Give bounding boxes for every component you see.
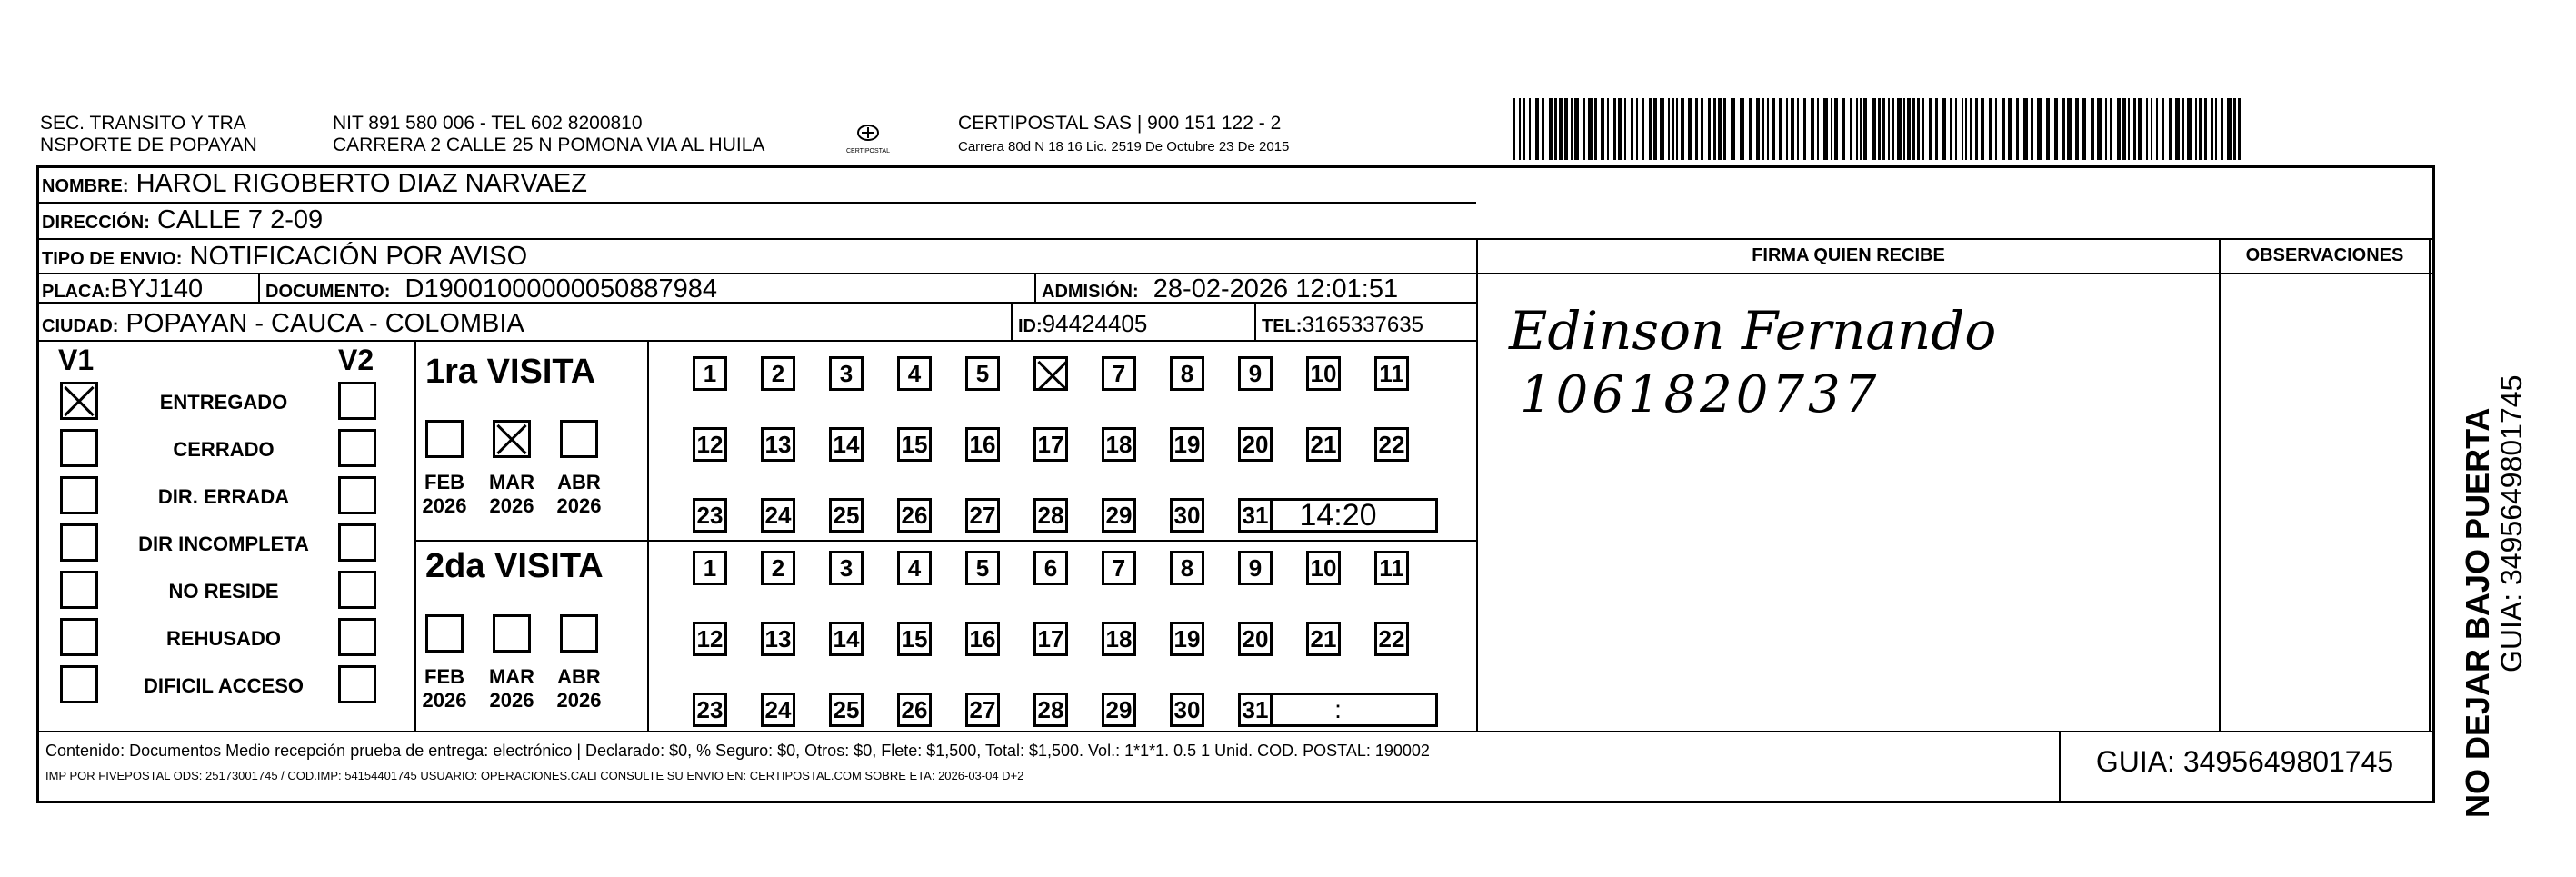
- barcode-bar: [1942, 98, 1946, 160]
- barcode-bar: [2128, 98, 2130, 160]
- second-visit-day-4[interactable]: 4: [897, 551, 932, 585]
- first-visit-year-label: 2026: [489, 494, 534, 517]
- status-label-cerrado: CERRADO: [173, 438, 275, 461]
- v1-label: V1: [58, 344, 95, 376]
- barcode: [1513, 98, 2249, 162]
- first-visit-day-4[interactable]: 4: [897, 356, 932, 391]
- barcode-bar: [1922, 98, 1924, 160]
- nombre-value: HAROL RIGOBERTO DIAZ NARVAEZ: [135, 169, 587, 198]
- barcode-bar: [1929, 98, 1932, 160]
- first-visit-day-3[interactable]: 3: [829, 356, 864, 391]
- barcode-bar: [1660, 98, 1664, 160]
- v2-checkbox-rehusado[interactable]: [338, 618, 376, 656]
- first-visit-day-23[interactable]: 23: [693, 498, 727, 533]
- direccion-value: CALLE 7 2-09: [156, 205, 324, 234]
- barcode-bar: [1989, 98, 1992, 160]
- barcode-bar: [2221, 98, 2223, 160]
- barcode-bar: [1653, 98, 1657, 160]
- second-visit-day-27[interactable]: 27: [965, 693, 1000, 727]
- second-visit-day-12[interactable]: 12: [693, 622, 727, 656]
- first-visit-day-30[interactable]: 30: [1170, 498, 1204, 533]
- sender-address: CARRERA 2 CALLE 25 N POMONA VIA AL HUILA: [333, 135, 765, 155]
- second-visit-year-label: 2026: [489, 689, 534, 712]
- first-visit-month-checkbox-abr[interactable]: [560, 420, 598, 458]
- first-visit-day-21[interactable]: 21: [1306, 427, 1341, 462]
- first-visit-day-29[interactable]: 29: [1102, 498, 1136, 533]
- barcode-bar: [2054, 98, 2058, 160]
- v1-checkbox-cerrado[interactable]: [60, 429, 98, 467]
- barcode-bar: [1701, 98, 1703, 160]
- first-visit-day-26[interactable]: 26: [897, 498, 932, 533]
- sender-nit: NIT 891 580 006 - TEL 602 8200810: [333, 113, 643, 134]
- first-visit-day-7[interactable]: 7: [1102, 356, 1136, 391]
- first-visit-month-label-feb: FEB: [424, 471, 464, 493]
- barcode-bar: [1762, 98, 1764, 160]
- barcode-bar: [1955, 98, 1957, 160]
- barcode-bar: [2110, 98, 2112, 160]
- recipient-signature: Edinson Fernando: [1509, 300, 1997, 362]
- footer-content-line: Contenido: Documentos Medio recepción prueba de entrega: electrónico | Declarado: $0, % Seguro: $0, Otros: $0, Flete: $1,500, Total: $1,500. Vol.: 1*1*1. 0.5 1 Unid. COD. POSTAL: 190002: [45, 742, 1430, 760]
- barcode-bar: [1850, 98, 1852, 160]
- side-guia: GUIA: 3495649801745: [2495, 374, 2528, 673]
- barcode-bar: [1519, 98, 1521, 160]
- barcode-bar: [1950, 98, 1952, 160]
- barcode-bar: [1708, 98, 1711, 160]
- barcode-bar: [2105, 98, 2107, 160]
- barcode-bar: [1649, 98, 1652, 160]
- barcode-bar: [1688, 98, 1692, 160]
- first-visit-month-checkbox-feb[interactable]: [425, 420, 464, 458]
- barcode-bar: [1842, 98, 1845, 160]
- barcode-bar: [2195, 98, 2197, 160]
- barcode-bar: [2037, 98, 2042, 160]
- courier-license: Carrera 80d N 18 16 Lic. 2519 De Octubre 23 De 2015: [958, 139, 1290, 154]
- second-visit-day-8[interactable]: 8: [1170, 551, 1204, 585]
- first-visit-year-label: 2026: [556, 494, 602, 517]
- barcode-bar: [2204, 98, 2207, 160]
- ciudad-row: CIUDAD: POPAYAN - CAUCA - COLOMBIA: [42, 309, 524, 338]
- barcode-bar: [1723, 98, 1726, 160]
- barcode-bar: [1559, 98, 1563, 160]
- second-visit-title: 2da VISITA: [425, 547, 604, 585]
- second-visit-day-7[interactable]: 7: [1102, 551, 1136, 585]
- barcode-bar: [1878, 98, 1881, 160]
- first-visit-day-25[interactable]: 25: [829, 498, 864, 533]
- barcode-bar: [2122, 98, 2126, 160]
- v2-checkbox-entregado[interactable]: [338, 382, 376, 420]
- second-visit-day-5[interactable]: 5: [965, 551, 1000, 585]
- barcode-bar: [2199, 98, 2202, 160]
- barcode-bar: [1718, 98, 1722, 160]
- second-visit-day-17[interactable]: 17: [1033, 622, 1068, 656]
- barcode-bar: [2002, 98, 2005, 160]
- barcode-bar: [1571, 98, 1573, 160]
- barcode-bar: [1767, 98, 1769, 160]
- v2-checkbox-dir-incompleta[interactable]: [338, 523, 376, 562]
- barcode-bar: [1791, 98, 1794, 160]
- barcode-bar: [1676, 98, 1678, 160]
- first-visit-day-14[interactable]: 14: [829, 427, 864, 462]
- barcode-bar: [1624, 98, 1626, 160]
- second-visit-day-16[interactable]: 16: [965, 622, 1000, 656]
- first-visit-day-10[interactable]: 10: [1306, 356, 1341, 391]
- second-visit-day-9[interactable]: 9: [1238, 551, 1273, 585]
- side-warning: NO DEJAR BAJO PUERTA: [2459, 407, 2496, 818]
- barcode-bar: [1535, 98, 1539, 160]
- second-visit-day-29[interactable]: 29: [1102, 693, 1136, 727]
- barcode-bar: [1975, 98, 1978, 160]
- first-visit-day-19[interactable]: 19: [1170, 427, 1204, 462]
- barcode-bar: [1962, 98, 1963, 160]
- guia-box: GUIA: 3495649801745: [2095, 745, 2394, 778]
- barcode-bar: [1618, 98, 1622, 160]
- admision-field: ADMISIÓN: 28-02-2026 12:01:51: [1042, 274, 1399, 304]
- second-visit-day-14[interactable]: 14: [829, 622, 864, 656]
- barcode-bar: [1888, 98, 1890, 160]
- barcode-bar: [2233, 98, 2236, 160]
- second-visit-month-label-mar: MAR: [488, 665, 535, 688]
- barcode-bar: [1856, 98, 1858, 160]
- barcode-bar: [2146, 98, 2148, 160]
- barcode-bar: [1786, 98, 1788, 160]
- status-label-dificil-acceso: DIFICIL ACCESO: [143, 674, 304, 697]
- v1-checkbox-dir-incompleta[interactable]: [60, 523, 98, 562]
- barcode-bar: [1863, 98, 1867, 160]
- first-visit-day-9[interactable]: 9: [1238, 356, 1273, 391]
- v2-checkbox-dificil-acceso[interactable]: [338, 665, 376, 703]
- second-visit-year-label: 2026: [556, 689, 602, 712]
- second-visit-month-checkbox-abr[interactable]: [560, 614, 598, 653]
- first-visit-day-22[interactable]: 22: [1374, 427, 1409, 462]
- barcode-bar: [1672, 98, 1674, 160]
- barcode-bar: [1642, 98, 1644, 160]
- first-visit-month-label-abr: ABR: [557, 471, 601, 493]
- barcode-bar: [1892, 98, 1894, 160]
- first-visit-month-checkbox-mar[interactable]: [493, 420, 531, 458]
- barcode-bar: [1897, 98, 1902, 160]
- placa-value: BYJ140: [110, 274, 204, 304]
- first-visit-day-13[interactable]: 13: [761, 427, 795, 462]
- second-visit-month-checkbox-feb[interactable]: [425, 614, 464, 653]
- barcode-bar: [2211, 98, 2213, 160]
- first-visit-day-18[interactable]: 18: [1102, 427, 1136, 462]
- barcode-bar: [1823, 98, 1828, 160]
- placa-field: PLACA:BYJ140: [42, 274, 204, 304]
- second-visit-time-box[interactable]: :: [1238, 693, 1438, 727]
- barcode-bar: [1607, 98, 1609, 160]
- second-visit-month-label-feb: FEB: [424, 665, 464, 688]
- barcode-bar: [2169, 98, 2172, 160]
- nombre-row: NOMBRE: HAROL RIGOBERTO DIAZ NARVAEZ: [42, 169, 587, 198]
- first-visit-month-label-mar: MAR: [488, 471, 535, 493]
- first-visit-day-2[interactable]: 2: [761, 356, 795, 391]
- status-label-rehusado: REHUSADO: [166, 627, 281, 650]
- second-visit-day-11[interactable]: 11: [1374, 551, 1409, 585]
- first-visit-day-17[interactable]: 17: [1033, 427, 1068, 462]
- firma-header: FIRMA QUIEN RECIBE: [1752, 245, 1945, 265]
- second-visit-day-24[interactable]: 24: [761, 693, 795, 727]
- barcode-bar: [1513, 98, 1515, 160]
- footer-print-line: IMP POR FIVEPOSTAL ODS: 25173001745 / COD.IMP: 54154401745 USUARIO: OPERACIONES.CALI CONSULTE SU ENVIO EN: CERTIPOSTAL.COM SOBRE ETA: 2026-03-04 D+2: [45, 769, 1024, 782]
- barcode-bar: [1831, 98, 1832, 160]
- second-visit-month-checkbox-mar[interactable]: [493, 614, 531, 653]
- barcode-bar: [1779, 98, 1782, 160]
- first-visit-title: 1ra VISITA: [425, 353, 596, 391]
- first-visit-day-16[interactable]: 16: [965, 427, 1000, 462]
- barcode-bar: [2182, 98, 2184, 160]
- id-field: ID:94424405: [1018, 310, 1148, 337]
- v1-checkbox-rehusado[interactable]: [60, 618, 98, 656]
- second-visit-day-20[interactable]: 20: [1238, 622, 1273, 656]
- recipient-id-handwritten: 1061820737: [1520, 365, 1881, 424]
- barcode-bar: [1631, 98, 1633, 160]
- status-label-entregado: ENTREGADO: [159, 391, 288, 414]
- second-visit-year-label: 2026: [422, 689, 467, 712]
- barcode-bar: [2046, 98, 2050, 160]
- v2-checkbox-dir-errada[interactable]: [338, 476, 376, 514]
- ciudad-value: POPAYAN - CAUCA - COLOMBIA: [125, 309, 524, 338]
- barcode-bar: [1601, 98, 1604, 160]
- barcode-bar: [1797, 98, 1799, 160]
- barcode-bar: [1529, 98, 1531, 160]
- barcode-bar: [2162, 98, 2164, 160]
- barcode-bar: [1554, 98, 1557, 160]
- second-visit-day-26[interactable]: 26: [897, 693, 932, 727]
- barcode-bar: [1681, 98, 1684, 160]
- barcode-bar: [1803, 98, 1806, 160]
- barcode-bar: [1731, 98, 1735, 160]
- barcode-bar: [1523, 98, 1525, 160]
- second-visit-day-30[interactable]: 30: [1170, 693, 1204, 727]
- barcode-bar: [2117, 98, 2121, 160]
- first-visit-year-label: 2026: [422, 494, 467, 517]
- barcode-bar: [1995, 98, 1997, 160]
- first-visit-time-box[interactable]: 14:20: [1238, 498, 1438, 533]
- first-visit-day-12[interactable]: 12: [693, 427, 727, 462]
- v1-checkbox-no-reside[interactable]: [60, 571, 98, 609]
- second-visit-day-1[interactable]: 1: [693, 551, 727, 585]
- barcode-bar: [2151, 98, 2152, 160]
- barcode-bar: [2215, 98, 2217, 160]
- barcode-bar: [2075, 98, 2079, 160]
- first-visit-day-1[interactable]: 1: [693, 356, 727, 391]
- barcode-bar: [2016, 98, 2019, 160]
- first-visit-day-15[interactable]: 15: [897, 427, 932, 462]
- barcode-bar: [1981, 98, 1984, 160]
- barcode-bar: [1583, 98, 1585, 160]
- barcode-bar: [2187, 98, 2192, 160]
- first-visit-day-24[interactable]: 24: [761, 498, 795, 533]
- barcode-bar: [1695, 98, 1698, 160]
- second-visit-day-13[interactable]: 13: [761, 622, 795, 656]
- documento-field: DOCUMENTO: D19001000000050887984: [265, 274, 718, 304]
- barcode-bar: [2067, 98, 2072, 160]
- second-visit-day-23[interactable]: 23: [693, 693, 727, 727]
- status-label-dir-errada: DIR. ERRADA: [157, 485, 290, 508]
- barcode-bar: [1749, 98, 1752, 160]
- barcode-bar: [1588, 98, 1593, 160]
- barcode-bar: [1882, 98, 1885, 160]
- status-label-no-reside: NO RESIDE: [168, 580, 279, 603]
- second-visit-day-22[interactable]: 22: [1374, 622, 1409, 656]
- barcode-bar: [1574, 98, 1579, 160]
- v2-checkbox-cerrado[interactable]: [338, 429, 376, 467]
- tel-field: TEL:3165337635: [1262, 313, 1423, 337]
- barcode-bar: [2082, 98, 2086, 160]
- barcode-bar: [1564, 98, 1568, 160]
- documento-value: D19001000000050887984: [404, 274, 718, 304]
- second-visit-day-6[interactable]: 6: [1033, 551, 1068, 585]
- v2-checkbox-no-reside[interactable]: [338, 571, 376, 609]
- barcode-bar: [1860, 98, 1862, 160]
- barcode-bar: [2097, 98, 2102, 160]
- second-visit-day-21[interactable]: 21: [1306, 622, 1341, 656]
- barcode-bar: [1613, 98, 1616, 160]
- barcode-bar: [1834, 98, 1838, 160]
- barcode-bar: [1636, 98, 1638, 160]
- barcode-bar: [1872, 98, 1876, 160]
- direccion-row: DIRECCIÓN: CALLE 7 2-09: [42, 205, 324, 234]
- second-visit-month-label-abr: ABR: [557, 665, 601, 688]
- first-visit-day-20[interactable]: 20: [1238, 427, 1273, 462]
- first-visit-day-11[interactable]: 11: [1374, 356, 1409, 391]
- observaciones-header: OBSERVACIONES: [2245, 245, 2404, 265]
- barcode-bar: [1713, 98, 1716, 160]
- barcode-bar: [1811, 98, 1814, 160]
- first-visit-day-8[interactable]: 8: [1170, 356, 1204, 391]
- barcode-bar: [2031, 98, 2033, 160]
- tipo-envio-value: NOTIFICACIÓN POR AVISO: [189, 242, 528, 271]
- v1-checkbox-dir-errada[interactable]: [60, 476, 98, 514]
- second-visit-day-28[interactable]: 28: [1033, 693, 1068, 727]
- v2-label: V2: [338, 344, 374, 376]
- barcode-bar: [1542, 98, 1544, 160]
- v1-checkbox-entregado[interactable]: [60, 382, 98, 420]
- first-visit-day-5[interactable]: 5: [965, 356, 1000, 391]
- id-value: 94424405: [1042, 310, 1148, 337]
- barcode-bar: [2156, 98, 2158, 160]
- second-visit-day-25[interactable]: 25: [829, 693, 864, 727]
- barcode-bar: [2008, 98, 2012, 160]
- second-visit-day-31[interactable]: 31: [1238, 693, 1273, 727]
- first-visit-day-28[interactable]: 28: [1033, 498, 1068, 533]
- tipo-envio-row: TIPO DE ENVIO: NOTIFICACIÓN POR AVISO: [42, 242, 528, 271]
- sender-name-line2: NSPORTE DE POPAYAN: [40, 135, 257, 155]
- barcode-bar: [1970, 98, 1972, 160]
- barcode-bar: [1965, 98, 1967, 160]
- barcode-bar: [1912, 98, 1915, 160]
- barcode-bar: [1549, 98, 1553, 160]
- barcode-bar: [1817, 98, 1819, 160]
- second-visit-day-2[interactable]: 2: [761, 551, 795, 585]
- barcode-bar: [1772, 98, 1775, 160]
- barcode-bar: [1907, 98, 1911, 160]
- barcode-bar: [2023, 98, 2028, 160]
- barcode-bar: [2133, 98, 2136, 160]
- first-visit-day-27[interactable]: 27: [965, 498, 1000, 533]
- svg-text:CERTIPOSTAL: CERTIPOSTAL: [846, 148, 890, 154]
- barcode-bar: [2091, 98, 2094, 160]
- second-visit-day-18[interactable]: 18: [1102, 622, 1136, 656]
- second-visit-day-19[interactable]: 19: [1170, 622, 1204, 656]
- barcode-bar: [1917, 98, 1920, 160]
- barcode-bar: [2138, 98, 2142, 160]
- tel-value: 3165337635: [1302, 313, 1423, 337]
- barcode-bar: [1935, 98, 1938, 160]
- sender-name-line1: SEC. TRANSITO Y TRA: [40, 113, 246, 134]
- admision-value: 28-02-2026 12:01:51: [1153, 274, 1399, 304]
- certipostal-logo: [845, 120, 891, 156]
- first-visit-day-31[interactable]: 31: [1238, 498, 1273, 533]
- barcode-bar: [2062, 98, 2065, 160]
- barcode-bar: [1903, 98, 1905, 160]
- barcode-bar: [1668, 98, 1670, 160]
- status-label-dir-incompleta: DIR INCOMPLETA: [138, 533, 309, 555]
- first-visit-day-6[interactable]: [1033, 356, 1068, 391]
- barcode-bar: [2227, 98, 2232, 160]
- barcode-bar: [1740, 98, 1744, 160]
- barcode-bar: [1756, 98, 1760, 160]
- v1-checkbox-dificil-acceso[interactable]: [60, 665, 98, 703]
- barcode-bar: [2238, 98, 2241, 160]
- courier-company: CERTIPOSTAL SAS | 900 151 122 - 2: [958, 113, 1282, 134]
- second-visit-day-15[interactable]: 15: [897, 622, 932, 656]
- second-visit-day-3[interactable]: 3: [829, 551, 864, 585]
- barcode-bar: [1594, 98, 1597, 160]
- barcode-bar: [2175, 98, 2180, 160]
- second-visit-day-10[interactable]: 10: [1306, 551, 1341, 585]
